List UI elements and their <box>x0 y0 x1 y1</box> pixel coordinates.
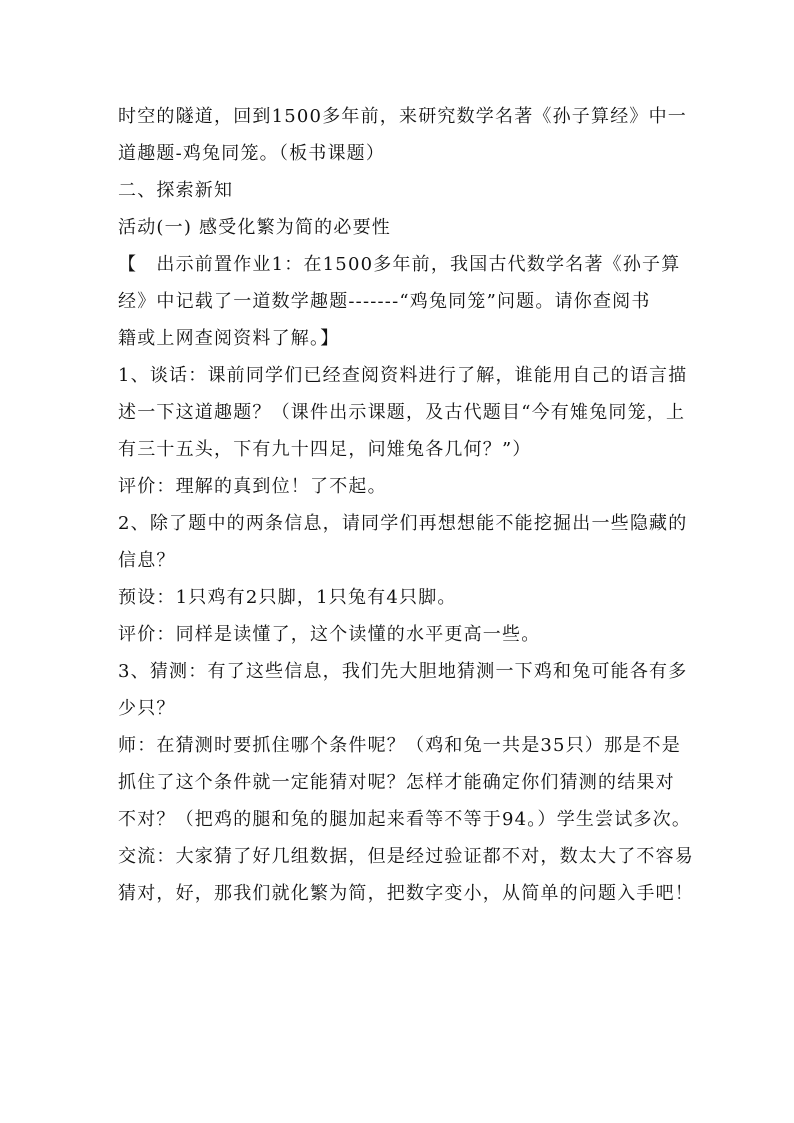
text-line: 3、猜测：有了这些信息，我们先大胆地猜测一下鸡和兔可能各有多 <box>118 661 688 682</box>
activity-heading: 活动(一) 感受化繁为简的必要性 <box>118 217 391 238</box>
text-line: 交流：大家猜了好几组数据，但是经过验证都不对，数太大了不容易 <box>118 846 694 867</box>
text-line: 【 出示前置作业1：在1500多年前，我国古代数学名著《孙子算 <box>118 254 681 275</box>
text-line: 1、谈话：课前同学们已经查阅资料进行了解，谁能用自己的语言描 <box>118 365 688 386</box>
text-line: 预设：1只鸡有2只脚，1只兔有4只脚。 <box>118 587 457 608</box>
text-line: 有三十五头，下有九十四足，问雉兔各几何？”） <box>118 439 532 460</box>
text-line: 籍或上网查阅资料了解。】 <box>118 328 340 349</box>
section-heading: 二、探索新知 <box>118 180 234 201</box>
text-line: 时空的隧道，回到1500多年前，来研究数学名著《孙子算经》中一 <box>118 106 688 127</box>
text-line: 抓住了这个条件就一定能猜对呢？怎样才能确定你们猜测的结果对 <box>118 772 675 793</box>
text-line: 2、除了题中的两条信息，请同学们再想想能不能挖掘出一些隐藏的 <box>118 513 688 534</box>
text-line: 经》中记载了一道数学趣题-------“鸡兔同笼”问题。请你查阅书 <box>118 291 651 312</box>
text-line: 评价：理解的真到位！了不起。 <box>118 476 387 497</box>
text-line: 道趣题-鸡兔同笼。（板书课题） <box>118 143 386 164</box>
text-line: 评价：同样是读懂了，这个读懂的水平更高一些。 <box>118 624 541 645</box>
text-line: 不对？（把鸡的腿和兔的腿加起来看等不等于94。）学生尝试多次。 <box>118 809 692 830</box>
text-line: 信息？ <box>118 550 176 571</box>
text-line: 师：在猜测时要抓住哪个条件呢？（鸡和兔一共是35只）那是不是 <box>118 735 681 756</box>
text-line: 少只？ <box>118 698 176 719</box>
text-line: 猜对，好，那我们就化繁为简，把数字变小，从简单的问题入手吧！ <box>118 883 694 904</box>
text-line: 述一下这道趣题？（课件出示课题，及古代题目“今有雉兔同笼，上 <box>118 402 686 423</box>
document-body <box>118 98 694 912</box>
